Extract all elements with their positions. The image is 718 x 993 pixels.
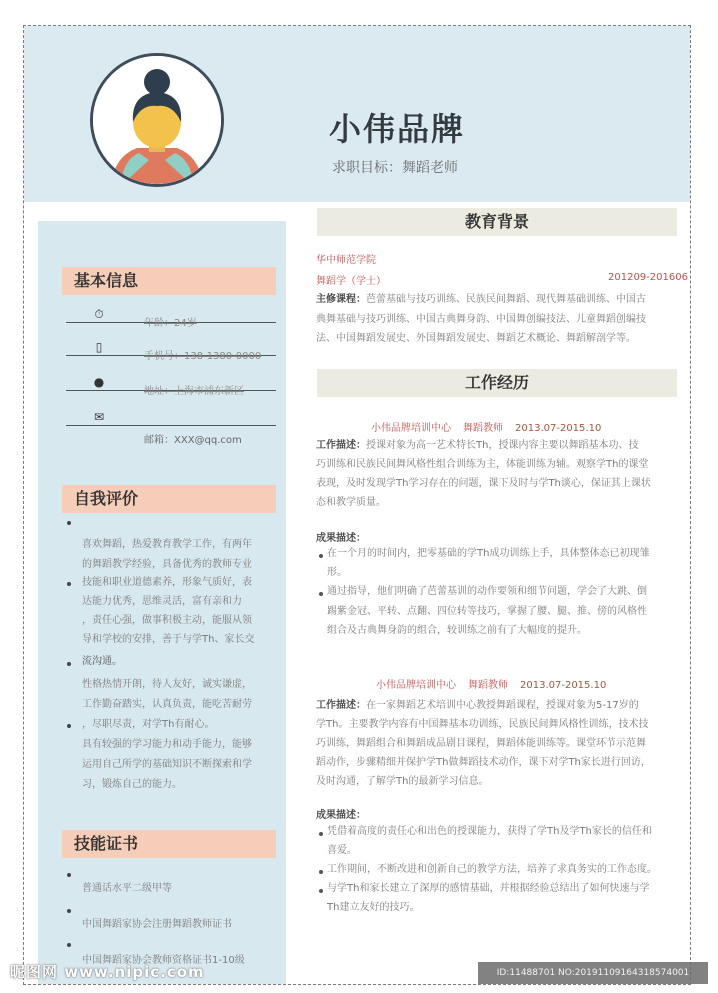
job-company: 小伟品牌培训中心	[371, 423, 451, 434]
bullet	[67, 582, 71, 586]
job-company: 小伟品牌培训中心	[376, 680, 456, 691]
courses-line: 典舞基础与技巧训练、中国古典舞身韵、中国舞创编技法、儿童舞蹈创编技	[316, 314, 646, 325]
avatar	[90, 53, 224, 187]
skills-title: 技能证书	[62, 830, 276, 858]
self-eval-line: 流沟通。	[82, 656, 122, 667]
location-icon: ●	[93, 375, 105, 389]
result-line: 工作期间，不断改进和创新自己的教学方法，培养了求真务实的工作态度。	[327, 864, 657, 875]
job-role: 舞蹈教师	[463, 423, 503, 434]
self-eval-line: 喜欢舞蹈，热爱教育教学工作，有两年	[82, 539, 252, 550]
bullet	[67, 873, 71, 877]
image-id-watermark: ID:11488701 NO:20191109164318574001	[478, 962, 708, 984]
info-row-email	[62, 410, 276, 446]
job-desc-line: 态和教学质量。	[316, 497, 386, 508]
result-line: Th建立友好的技巧。	[327, 902, 420, 913]
info-row-address	[62, 375, 276, 409]
resume-page	[23, 25, 691, 985]
self-eval-line: 具有较强的学习能力和动手能力，能够	[82, 739, 252, 750]
job-role: 舞蹈教师	[468, 680, 508, 691]
skill-item: 普通话水平二级甲等	[82, 883, 172, 894]
resume-header	[24, 26, 690, 202]
education-period: 201209-201606	[608, 272, 688, 283]
self-eval-line: 工作勤奋踏实，认真负责，能吃苦耐劳	[82, 699, 252, 710]
info-email: 邮箱：XXX@qq.com	[144, 435, 242, 446]
phone-icon: ▯	[95, 340, 103, 354]
avatar-illustration-icon	[93, 56, 221, 184]
job-objective: 求职目标：舞蹈老师	[332, 160, 458, 176]
job-period: 2013.07-2015.10	[515, 423, 602, 434]
info-age: 年龄：24岁	[144, 318, 197, 329]
self-eval-line: ，尽职尽责，对学Th有耐心。	[82, 719, 215, 730]
job-desc	[316, 696, 678, 716]
result-line: 在一个月的时间内，把零基础的学Th成功训练上手，具体整体态已初现雏	[327, 548, 650, 559]
self-eval-line: 的舞蹈教学经验，具备优秀的教师专业	[82, 559, 252, 570]
mail-icon: ✉	[93, 410, 105, 424]
candidate-name: 小伟品牌	[329, 110, 466, 148]
bullet	[319, 832, 323, 836]
info-address: 地址：上海市浦东新区	[144, 386, 244, 397]
result-line: 通过指导，他们明确了芭蕾基训的动作要领和细节问题，学会了大跳、倒	[327, 586, 647, 597]
info-phone: 手机号：138-1380-0000	[144, 351, 262, 362]
skill-item: 中国舞蹈家协会注册舞蹈教师证书	[82, 919, 232, 930]
bullet	[67, 943, 71, 947]
self-eval-line: 性格热情开朗，待人友好，诚实谦虚，	[82, 679, 252, 690]
education-major: 舞蹈学（学士）	[316, 276, 386, 287]
basic-info-title: 基本信息	[62, 267, 276, 295]
bullet	[319, 592, 323, 596]
education-title: 教育背景	[317, 208, 677, 236]
job-desc	[316, 436, 678, 456]
self-eval-line: 达能力优秀，思维灵活，富有亲和力	[82, 596, 242, 607]
job-desc-line: 授课对象为高一艺术特长Th，授课内容主要以舞蹈基本功、技	[366, 440, 639, 451]
education-school: 华中师范学院	[316, 255, 376, 266]
result-label: 成果描述：	[316, 533, 366, 544]
info-row-phone	[62, 340, 276, 374]
job-desc-line: 在一家舞蹈艺术培训中心教授舞蹈课程，授课对象为5-17岁的	[366, 700, 639, 711]
job-desc-line: 蹈动作，步骤精细并保护学Th做舞蹈技术动作，课下对学Th家长进行回访，	[316, 757, 651, 768]
job-period: 2013.07-2015.10	[520, 680, 607, 691]
self-eval-line: 运用自己所学的基础知识不断探索和学	[82, 759, 252, 770]
info-row-age	[62, 307, 276, 341]
bullet	[67, 521, 71, 525]
clock-icon: ⏱	[94, 307, 104, 321]
job-desc-label: 工作描述：	[316, 440, 366, 451]
bullet	[67, 909, 71, 913]
skill-item: 中国舞蹈家协会教师资格证书1-10级	[82, 955, 245, 966]
sidebar	[38, 221, 286, 985]
education-courses	[316, 290, 678, 310]
result-line: 组合及古典舞身韵的组合，较训练之前有了大幅度的提升。	[327, 625, 587, 636]
job-header	[371, 419, 601, 434]
job-desc-label: 工作描述：	[316, 700, 366, 711]
work-title: 工作经历	[317, 369, 677, 397]
result-line: 形。	[327, 567, 347, 578]
courses-line: 法、中国舞蹈发展史、外国舞蹈发展史、舞蹈艺术概论、舞蹈解剖学等。	[316, 333, 636, 344]
job-desc-line: 学Th。主要教学内容有中国舞基本功训练，民族民间舞风格性训练，技术技	[316, 719, 649, 730]
bullet	[319, 554, 323, 558]
self-eval-line: 习，锻炼自己的能力。	[82, 779, 182, 790]
result-line: 喜爱。	[327, 845, 357, 856]
bullet	[67, 662, 71, 666]
site-watermark: 昵图网 www.nipic.com	[10, 963, 205, 981]
courses-line: 芭蕾基础与技巧训练、民族民间舞蹈、现代舞基础训练、中国古	[366, 294, 646, 305]
self-eval-line: 导和学校的安排，善于与学Th、家长交	[82, 634, 255, 645]
result-label: 成果描述：	[316, 810, 366, 821]
self-eval-line: ，责任心强，做事积极主动，能服从领	[82, 615, 252, 626]
result-line: 与学Th和家长建立了深厚的感情基础，并根据经验总结出了如何快速与学	[327, 883, 650, 894]
bullet	[319, 870, 323, 874]
job-desc-line: 巧训练和民族民间舞风格性组合训练为主，体能训练为辅。观察学Th的课堂	[316, 459, 649, 470]
result-line: 踢紫金冠、平转、点翻、四位转等技巧，掌握了腰、腿、推、傍的风格性	[327, 606, 647, 617]
courses-label: 主修课程：	[316, 294, 366, 305]
bullet	[67, 724, 71, 728]
job-desc-line: 巧训练，舞蹈组合和舞蹈成品剧目课程，舞蹈体能训练等。课堂环节示范舞	[316, 738, 646, 749]
job-header	[376, 676, 606, 691]
job-desc-line: 表现，及时发现学Th学习存在的问题，课下及时与学Th谈心，保证其上课状	[316, 478, 651, 489]
self-eval-title: 自我评价	[62, 485, 276, 513]
job-desc-line: 及时沟通，了解学Th的最新学习信息。	[316, 776, 489, 787]
result-line: 凭借着高度的责任心和出色的授课能力，获得了学Th及学Th家长的信任和	[327, 826, 652, 837]
bullet	[319, 889, 323, 893]
self-eval-line: 技能和职业道德素养，形象气质好，表	[82, 577, 252, 588]
